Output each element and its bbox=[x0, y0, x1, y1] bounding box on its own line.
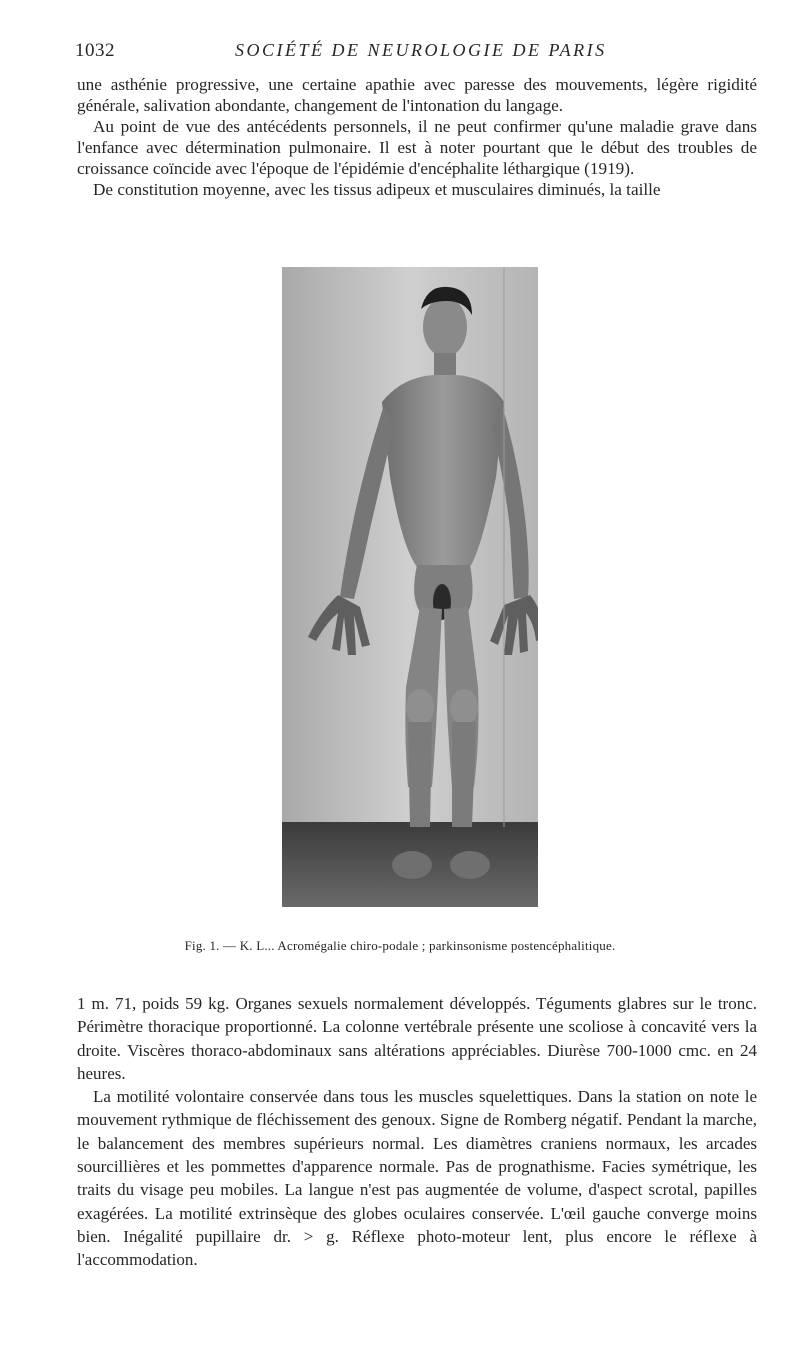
paragraph: 1 m. 71, poids 59 kg. Organes sexuels normalement développés. Téguments glabres sur le tronc. Périmètre thoracique proportionné. La colonne vertébrale présente une scoliose à concavité vers la droite. Viscères thoraco-abdominaux sans altérations appréciables. Diurèse 700-1000 cmc. en 24 heures. bbox=[77, 994, 757, 1083]
paragraph: une asthénie progressive, une certaine apathie avec paresse des mouvements, légère rigidité générale, salivation abondante, changement de l'intonation du langage. bbox=[77, 75, 757, 115]
top-text-block bbox=[77, 74, 757, 200]
page-header bbox=[75, 40, 755, 64]
running-title: SOCIÉTÉ DE NEUROLOGIE DE PARIS bbox=[235, 40, 607, 60]
page-number: 1032 bbox=[75, 40, 115, 61]
figure-photograph bbox=[282, 267, 538, 907]
bottom-text-block bbox=[77, 992, 757, 1272]
paragraph: De constitution moyenne, avec les tissus adipeux et musculaires diminués, la taille bbox=[93, 180, 661, 199]
paragraph: La motilité volontaire conservée dans tous les muscles squelettiques. Dans la station on note le mouvement rythmique de fléchissement des genoux. Signe de Romberg négatif. Pendant la marche, le balancement des membres supérieurs normal. Les diamètres craniens normaux, les arcades sourcillières et les pommettes d'apparence normale. Pas de prognathisme. Facies symétrique, les traits du visage peu mobiles. La langue n'est pas augmentée de volume, d'aspect scrotal, papilles exagérées. La motilité extrinsèque des globes oculaires conservée. L'œil gauche converge moins bien. Inégalité pupillaire dr. > g. Réflexe photo-moteur lent, plus encore le réflexe à l'accommodation. bbox=[77, 1087, 757, 1270]
patient-photo-illustration bbox=[282, 267, 538, 907]
paragraph: Au point de vue des antécédents personnels, il ne peut confirmer qu'une maladie grave dans l'enfance avec détermination pulmonaire. Il est à noter pourtant que le début des troubles de croissance coïncide avec l'époque de l'épidémie d'encéphalite léthargique (1919). bbox=[77, 117, 757, 178]
figure-caption: Fig. 1. — K. L... Acromégalie chiro-podale ; parkinsonisme postencéphalitique. bbox=[184, 938, 616, 953]
